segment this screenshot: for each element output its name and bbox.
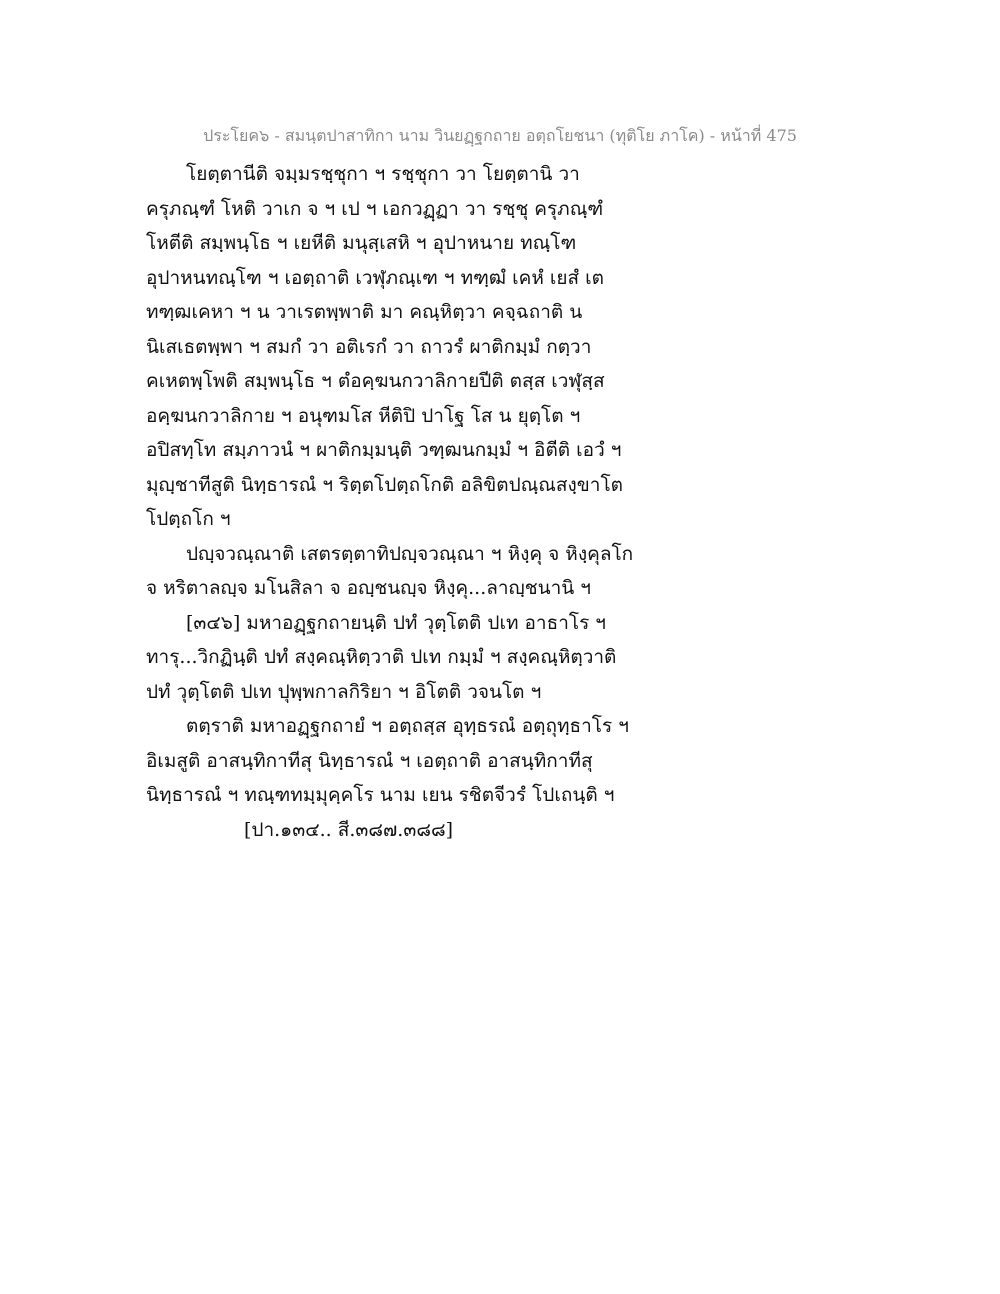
text-line: ครุภณฺฑํ โหติ วาเก จ ฯ เป ฯ เอกวฏฺฏา วา รชฺชุ ครุภณฺฑํ: [146, 197, 604, 220]
text-line: อุปาหนทณฺโฑ ฯ เอตฺถาติ เวฬุภณฺเฑ ฯ ทฑฺฒํ เคหํ เยสํ เต: [146, 266, 605, 289]
text-line: อคฺฆนกวาลิกาย ฯ อนุฑมโส หีติปิ ปาโฐ โส น ยุตฺโต ฯ: [146, 404, 581, 427]
page-header: ประโยค๖ - สมนฺตปาสาทิกา นาม วินยฏฺฐกถาย อตฺถโยชนา (ทุติโย ภาโค) - หน้าที่ 475: [203, 126, 797, 145]
text-line: โหตีติ สมฺพนฺโธ ฯ เยหีติ มนุสฺเสหิ ฯ อุปาหนาย ทณฺโฑ: [146, 232, 577, 254]
text-line: จ หริตาลญฺจ มโนสิลา จ อญฺชนญฺจ หิงฺคุ...ลาญฺชนานิ ฯ: [146, 577, 591, 599]
body-text: [146, 157, 866, 847]
text-line: [๓๔๖] มหาอฏฺฐกถายนฺติ ปทํ วุตฺโตติ ปเท อาธาโร ฯ: [186, 611, 606, 634]
text-line: นิทฺธารณํ ฯ ทณฺฑทมฺมุคฺคโร นาม เยน รชิตจีวรํ โปเถนฺติ ฯ: [146, 784, 615, 806]
text-line: ปญฺจวณฺณาติ เสตรตฺตาทิปญฺจวณฺณา ฯ หิงฺคุ จ หิงฺคุลโก: [186, 542, 634, 565]
text-line: มุญฺชาทีสูติ นิทฺธารณํ ฯ ริตฺตโปตฺถโกติ อลิขิตปณฺณสงฺขาโต: [146, 473, 623, 496]
text-line: ทารุ...วิกฏินฺติ ปทํ สงฺคณฺหิตฺวาติ ปเท กมฺมํ ฯ สงฺคณฺหิตฺวาติ: [146, 646, 617, 668]
text-line: ตตฺราติ มหาอฏฺฐกถายํ ฯ อตฺถสฺส อุทฺธรณํ อตฺถุทฺธาโร ฯ: [186, 715, 629, 737]
text-line: คเหตพฺโพติ สมฺพนฺโธ ฯ ตํอคฺฆนกวาลิกายปีติ ตสฺส เวฬุสฺส: [146, 370, 605, 392]
reference-line: [ปา.๑๓๔.. สี.๓๘๗.๓๘๘]: [244, 818, 454, 841]
text-line: อปิสทฺโท สมฺภาวนํ ฯ ผาติกมฺมนฺติ วฑฺฒนกมฺมํ ฯ อิตีติ เอวํ ฯ: [146, 439, 622, 461]
text-line: โปตฺถโก ฯ: [146, 508, 231, 530]
text-line: ทฑฺฒเคหา ฯ น วาเรตพฺพาติ มา คณฺหิตฺวา คจฺฉถาติ น: [146, 301, 583, 323]
text-line: นิเสเธตพฺพา ฯ สมกํ วา อติเรกํ วา ถาวรํ ผาติกมฺมํ กตฺวา: [146, 335, 592, 358]
text-line: อิเมสูติ อาสนฺทิกาทีสุ นิทฺธารณํ ฯ เอตฺถาติ อาสนฺทิกาทีสุ: [146, 749, 593, 772]
text-line: ปทํ วุตฺโตติ ปเท ปุพฺพกาลกิริยา ฯ อิโตติ วจนโต ฯ: [146, 680, 542, 703]
text-line: โยตฺตานีติ จมฺมรชฺชุกา ฯ รชฺชุกา วา โยตฺตานิ วา: [186, 163, 580, 185]
